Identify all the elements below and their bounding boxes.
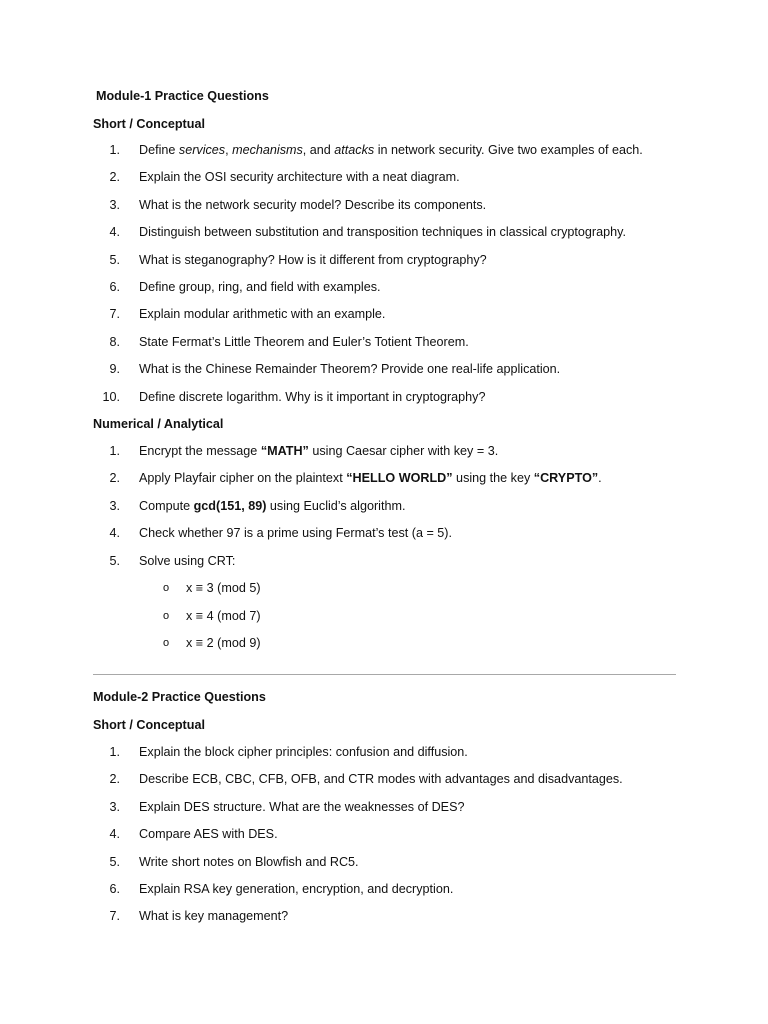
list-item-text	[139, 854, 359, 870]
text-run: Check whether 97 is a prime using Fermat’s test (a = 5).	[139, 526, 452, 541]
list-item-text	[139, 498, 405, 514]
text-run: Explain RSA key generation, encryption, and decryption.	[139, 882, 454, 896]
list-item-text	[139, 334, 469, 350]
list-item-number: 6.	[109, 882, 120, 896]
text-run: Explain modular arithmetic with an example.	[139, 307, 386, 322]
list-item-text	[139, 826, 278, 842]
list-item-number: 2.	[109, 772, 120, 787]
list-item-text	[139, 553, 235, 569]
text-run: Define	[139, 143, 179, 157]
text-run: Explain the block cipher principles: confusion and diffusion.	[139, 745, 468, 759]
list-item-text	[139, 881, 453, 897]
text-run: Define discrete logarithm. Why is it important in cryptography?	[139, 389, 486, 404]
module-1-short-heading: Short / Conceptual	[93, 117, 205, 131]
italic-text: mechanisms	[232, 143, 303, 157]
list-item-number: 1.	[109, 143, 120, 157]
list-item-text	[139, 197, 486, 213]
list-item-number: 5.	[109, 252, 120, 267]
list-item-number: 5.	[109, 854, 120, 869]
text-run: using the key	[452, 471, 534, 486]
text-run: in network security. Give two examples of each.	[374, 143, 643, 157]
bold-text: “CRYPTO”	[533, 471, 599, 486]
text-run: Describe ECB, CBC, CFB, OFB, and CTR modes with advantages and disadvantages.	[139, 772, 623, 787]
list-item-text	[139, 306, 385, 322]
text-run: What is the network security model? Describe its components.	[139, 197, 487, 212]
list-item-text	[139, 279, 381, 295]
list-item-text	[139, 525, 452, 541]
list-item-text	[139, 908, 288, 924]
text-run: What is steganography? How is it different from cryptography?	[139, 252, 487, 267]
list-item-text	[139, 443, 498, 459]
list-item-text	[139, 224, 626, 240]
module-1-title: Module-1 Practice Questions	[96, 89, 269, 103]
text-run: State Fermat’s Little Theorem and Euler’s Totient Theorem.	[139, 334, 469, 349]
text-run: Explain DES structure. What are the weaknesses of DES?	[139, 799, 465, 814]
bullet-icon: o	[163, 582, 170, 594]
list-item-number: 3.	[109, 799, 120, 814]
bold-text: “MATH”	[260, 444, 309, 458]
text-run: Write short notes on Blowfish and RC5.	[139, 854, 359, 869]
list-item-text	[139, 252, 487, 268]
crt-equation-text: x ≡ 4 (mod 7)	[186, 609, 261, 623]
bold-text: “HELLO WORLD”	[346, 471, 453, 486]
text-run: ,	[225, 143, 233, 157]
list-item-number: 10.	[102, 389, 120, 404]
section-divider	[93, 674, 676, 675]
module-1-numerical-heading: Numerical / Analytical	[93, 417, 224, 431]
module-2-short-heading: Short / Conceptual	[93, 718, 205, 732]
list-item-text	[139, 744, 468, 760]
list-item-text	[139, 169, 460, 185]
bold-text: gcd(151, 89)	[193, 498, 267, 513]
text-run: Compute	[139, 498, 194, 513]
italic-text: attacks	[334, 143, 375, 157]
text-run: using Euclid’s algorithm.	[266, 498, 406, 513]
list-item-number: 5.	[109, 553, 120, 568]
list-item-number: 6.	[109, 280, 120, 294]
text-run: What is the Chinese Remainder Theorem? Provide one real-life application.	[139, 362, 561, 377]
text-run: Solve using CRT:	[139, 553, 236, 568]
list-item-number: 4.	[109, 526, 120, 541]
module-2-title: Module-2 Practice Questions	[93, 690, 266, 704]
text-run: , and	[302, 143, 335, 157]
list-item-text	[139, 142, 643, 158]
list-item-number: 2.	[109, 471, 120, 486]
crt-equation-text: x ≡ 3 (mod 5)	[186, 581, 261, 595]
text-run: Compare AES with DES.	[139, 827, 278, 842]
list-item-number: 7.	[109, 909, 120, 924]
list-item-text	[139, 361, 560, 377]
list-item-text	[139, 389, 485, 405]
text-run: Distinguish between substitution and transposition techniques in classical cryptography.	[139, 225, 626, 240]
text-run: Apply Playfair cipher on the plaintext	[139, 471, 347, 486]
text-run: using Caesar cipher with key = 3.	[308, 444, 499, 458]
bullet-icon: o	[163, 637, 170, 649]
list-item-number: 4.	[109, 225, 120, 240]
list-item-number: 3.	[109, 498, 120, 513]
bullet-icon: o	[163, 610, 170, 622]
list-item-number: 9.	[109, 362, 120, 377]
list-item-number: 1.	[109, 745, 120, 759]
list-item-text	[139, 470, 602, 486]
list-item-text	[139, 771, 623, 787]
text-run: Define group, ring, and field with examples.	[139, 280, 381, 294]
list-item-number: 7.	[109, 307, 120, 322]
italic-text: services	[178, 143, 226, 157]
list-item-number: 1.	[109, 444, 120, 458]
list-item-text	[139, 799, 465, 815]
list-item-number: 3.	[109, 197, 120, 212]
list-item-number: 8.	[109, 334, 120, 349]
text-run: What is key management?	[139, 909, 289, 924]
text-run: Explain the OSI security architecture with a neat diagram.	[139, 170, 460, 185]
crt-equation-text: x ≡ 2 (mod 9)	[186, 636, 261, 650]
text-run: .	[598, 471, 602, 486]
list-item-number: 2.	[109, 170, 120, 185]
text-run: Encrypt the message	[139, 444, 261, 458]
list-item-number: 4.	[109, 827, 120, 842]
